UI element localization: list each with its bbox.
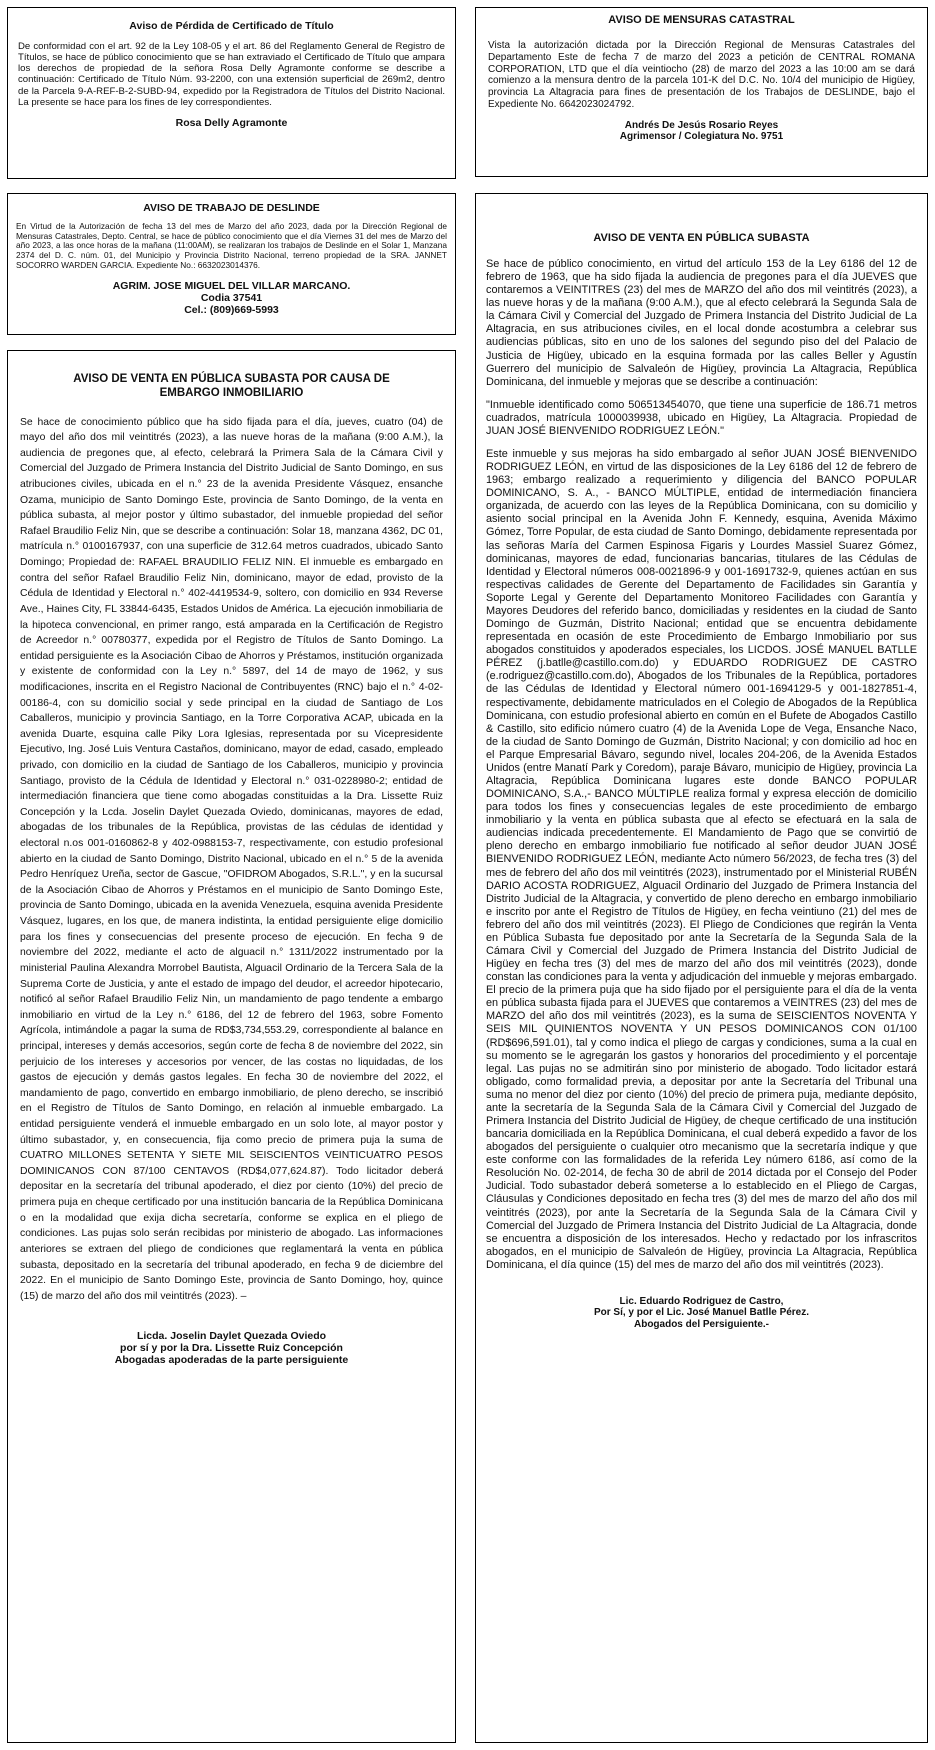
notice-body: En Virtud de la Autorización de fecha 13 del mes de Marzo del año 2023, dada por la Dirección Regional de Mensuras Catastrales, Depto. Central, se hace de público conocimiento que el día Viernes 31 del mes de Marzo del año 2023, a las once horas de la mañana (11:00AM), se realizaran los trabajos de Deslinde en el Solar 1, Manzana 2374 del D. C. núm. 01, del Municipio y Provincia Distrito Nacional, terreno propiedad de la SRA. JANNET SOCORRO WARDEN GARCIA. Expediente No.: 6632023014376. [16, 221, 447, 270]
notice-trabajo-deslinde [7, 193, 456, 335]
signature-phone: Cel.: (809)669-5993 [184, 303, 279, 316]
signature-title: Agrimensor / Colegiatura No. 9751 [619, 131, 784, 143]
notice-body: De conformidad con el art. 92 de la Ley 108-05 y el art. 86 del Reglamento General de Registro de Títulos, se hace de público conocimiento que se han extraviado el Certificado de Título que ampara los derechos de propiedad de la señora Rosa Delly Agramonte conforme se describe a continuación: Certificado de Título Núm. 93-2200, con una extensión superficial de 269m2, dentro de la Parcela 9-A-REF-B-2-SUBD-94, expedido por la Registradora de Títulos del Distrito Nacional. La presente se hace para los fines de ley correspondientes. [18, 41, 445, 108]
notice-subasta-higuey [475, 193, 928, 1743]
notice-paragraph-1: Se hace de público conocimiento, en virtud del artículo 153 de la Ley 6186 del 12 de febrero de 1963, que ha sido fijada la audiencia de pregones para el día JUEVES que contaremos a VEINTITRES (23) del mes de MARZO del año dos mil veintitrés (2023), a las nueve horas y de la mañana (9:00 A.M.), que al efecto celebrará la Segunda Sala de la Cámara Civil y Comercial del Juzgado de Primera Instancia del Distrito Judicial de La Altagracia, en sus atribuciones civiles, en el local donde acostumbra a celebrar sus audiencias públicas, sito en uno de los salones del segundo piso del del Palacio de Justicia de Higüey, ubicado en la esquina formada por las calles Beller y Agustín Guerrero del municipio de Salvaleón de Higüey, provincia La Altagracia, República Dominicana, del inmueble y mejoras que se describe a continuación: [486, 258, 917, 388]
notice-title: AVISO DE MENSURAS CATASTRAL [608, 14, 795, 26]
notice-title: AVISO DE TRABAJO DE DESLINDE [143, 202, 320, 214]
notice-mensuras-catastral [475, 7, 928, 177]
notice-title: AVISO DE VENTA EN PÚBLICA SUBASTA [593, 232, 810, 244]
signature-line-1: Lic. Eduardo Rodriguez de Castro, [619, 1295, 784, 1307]
title-line-1: AVISO DE VENTA EN PÚBLICA SUBASTA POR CAUSA DE [73, 373, 390, 385]
notice-paragraph-3: Este inmueble y sus mejoras ha sido embargado al señor JUAN JOSÉ BIENVENIDO RODRIGUEZ LEÓN, en virtud de las disposiciones de la Ley 6186 del 12 de febrero de 1963; embargo realizado a requerimiento y diligencia del BANCO POPULAR DOMINICANO, S. A., - BANCO MÚLTIPLE, entidad de intermediación financiera organizada, de acuerdo con las leyes de la República Dominicana, con su domicilio y asiento social principal en la Avenida John F. Kennedy, esquina, Avenida Máximo Gómez, Torre Popular, de esta ciudad de Santo Domingo, debidamente representada por las señoras María del Carmen Espinosa Figaris y Lourdes Massiel Suarez Gómez, dominicanas, mayores de edad, funcionarias bancarias, titulares de las Cédulas de Identidad y Electoral números 008-0021896-9 y 001-1691732-9, quienes actúan en sus respectivas calidades de Gerente del Departamento de Facilidades sin Garantía y Soporte Legal y Gerente del Departamento Monitoreo Facilidades con Garantía y Mayores Deudores del referido banco, domiciliadas y residentes en la ciudad de Santo Domingo de Guzmán, Distrito Nacional; entidad que se encuentra debidamente representada en ocasión de este Procedimiento de Embargo Inmobiliario por sus abogados constituidos y apoderados especiales, los LICDOS. JOSÉ MANUEL BATLLE PÉREZ (j.batlle@castillo.com.do) y EDUARDO RODRIGUEZ DE CASTRO (e.rodriguez@castillo.com.do), Abogados de los Tribunales de la República, portadores de las Cédulas de Identidad y Electoral número 001-1694129-5 y 001-1827851-4, respectivamente, debidamente matriculados en el Colegio de Abogados de la República Dominicana, con estudio profesional abierto en común en el Bufete de Abogados Castillo & Castillo, sito edificio número cuatro (4) de la Avenida Lope de Vega, Ensanche Naco, de la ciudad de Santo Domingo de Guzmán, Distrito Nacional; y con domicilio ad hoc en el Parque Empresarial Bávaro, segundo nivel, locales 204-206, de la Avenida Estados Unidos (entre Manatí Park y Coredom), paraje Bávaro, municipio de Higüey, provincia La Altagracia, República Dominicana lugares este donde BANCO POPULAR DOMINICANO, S.A.,- BANCO MÚLTIPLE realiza formal y expresa elección de domicilio para todos los fines y consecuencias legales de este procedimiento de embargo inmobiliario y la venta en pública subasta que al efecto se efectuará en la sala de audiencias indicada precedentemente. El Mandamiento de Pago que se convirtió de pleno derecho en embargo inmobiliario fue notificado al señor deudor JUAN JOSÉ BIENVENIDO RODRIGUEZ LEÓN, mediante Acto número 56/2023, de fecha tres (3) del mes de febrero del año dos mil veintitrés (2023), instrumentado por el Ministerial RUBÉN DARIO ACOSTA RODRIGUEZ, Alguacil Ordinario del Juzgado de Primera Instancia del Distrito Judicial de la Altagracia, y convertido de pleno derecho en embargo inmobiliario e inscrito por ante el Registro de Títulos de Higüey, en fecha veintiuno (21) del mes de febrero del año dos mil veintitrés (2023). El Pliego de Condiciones que regirán la Venta en Pública Subasta fue depositado por ante la Secretaría de la Segunda Sala de la Cámara Civil y Comercial del Juzgado de Primera Instancia del Distrito Judicial de Higüey en fecha tres (3) del mes de marzo del año dos mil veintitrés (2023), donde constan las condiciones para la venta y adjudicación del inmueble y mejoras embargado. El precio de la primera puja que ha sido fijado por el persiguiente para el día de la venta en pública subasta fijada para el JUEVES que contaremos a VEINTRES (23) del mes de MARZO del año dos mil veintitrés (2023), es la suma de SEISCIENTOS NOVENTA Y SEIS MIL QUINIENTOS NOVENTA Y UN PESOS DOMINICANOS CON 01/100 (RD$696,591.01), tal y como indica el pliego de cargas y condiciones, suma a la cual en su momento se le agregarán los gastos y honorarios del procedimiento y el porcentaje legal. Las pujas no se admitirán sino por ministerio de abogado. Todo licitador estará obligado, como formalidad previa, a depositar por ante la Secretaría del Tribunal una suma no menor del diez por ciento (10%) del precio de primera puja, mediante depósito, ante la secretaría de la Segunda Sala de la Cámara Civil y Comercial del Juzgado de Primera Instancia del Distrito Judicial de Higüey, de cheque certificado de una institución bancaria domiciliada en la República Dominicana, el cual deberá expedido a favor de los abogados del persiguiente o cualquier otro mecanismo que la secretaría indique y que este conforme con las formalidades de la referida Ley número 6186, así como de la Resolución No. 02-2014, de fecha 30 de abril de 2014 dictada por el Consejo del Poder Judicial. Todo subastador deberá someterse a lo establecido en el Pliego de Cargas, Cláusulas y Condiciones depositado en fecha tres (3) del mes de marzo del año dos mil veintitrés (2023), por ante la Secretaría de la Segunda Sala de la Cámara Civil y Comercial del Juzgado de Primera Instancia del Distrito Judicial de La Altagracia, donde se encuentra a disposición de los interesados. Hecho y redactado por los infrascritos abogados, en el municipio de Salvaleón de Higüey, provincia La Altagracia, República Dominicana, el día quince (15) del mes de marzo del año dos mil veintitrés (2023). [486, 448, 917, 1271]
signature-name: Andrés De Jesús Rosario Reyes [624, 119, 779, 131]
notice-signature [20, 1330, 443, 1366]
signature-line-3: Abogados del Persiguiente.- [633, 1318, 770, 1330]
signature-line-2: Por Sí, y por el Lic. José Manuel Batlle Pérez. [593, 1307, 810, 1319]
signature-name: AGRIM. JOSE MIGUEL DEL VILLAR MARCANO. [112, 279, 351, 292]
title-line-2: EMBARGO INMOBILIARIO [159, 386, 304, 399]
signature-code: Codia 37541 [200, 291, 263, 304]
notice-body: Se hace de conocimiento público que ha sido fijada para el día, jueves, cuatro (04) de mayo del año dos mil veintitrés (2023), a las nueve horas de la mañana (9:00 A.M.), la audiencia de pregones que, al efecto, celebrará la Primera Sala de la Cámara Civil y Comercial del Juzgado de Primera Instancia del Distrito Judicial de Santo Domingo, en sus atribuciones civiles, ubicada en el n.° 23 de la avenida Presidente Vásquez, ensanche Ozama, municipio de Santo Domingo Este, provincia de Santo Domingo, de la venta en pública subasta, al mejor postor y último subastador, del inmueble propiedad del señor Rafael Braudilio Feliz Nin, que se describe a continuación: Solar 18, manzana 4362, DC 01, matrícula n.° 0100167937, con una superficie de 312.64 metros cuadrados, ubicado Santo Domingo; Propiedad de: RAFAEL BRAUDILIO FELIZ NIN. El inmueble es embargado en contra del señor Rafael Braudilio Feliz Nin, dominicano, mayor de edad, provisto de la Cédula de Identidad y Electoral n.° 402-4419534-9, soltero, con domicilio en 934 Reverse Ave., Haines City, FL 33844-6435, Estados Unidos de América. La ejecución inmobiliaria de la hipoteca convencional, en primer rango, está amparada en la Certificación de Registro de Acreedor n.° 00780377, expedida por el Registro de Títulos de Santo Domingo. La entidad persiguiente es la Asociación Cibao de Ahorros y Préstamos, institución organizada y existente de conformidad con la Ley n.° 5897, del 14 de mayo de 1962, y sus modificaciones, inscrita en el Registro Nacional de Contribuyentes (RNC) bajo el n.° 4-02-00186-4, con su domicilio social y sede principal en la ciudad de Santiago de Los Caballeros, municipio y provincia Santiago, en la Torre Corporativa ACAP, ubicada en la avenida Duarte, esquina calle Piky Lora Iglesias, representada por su Vicepresidente Ejecutivo, Ing. José Luis Ventura Castaños, dominicano, mayor de edad, casado, empleado privado, con domicilio en la ciudad de Santiago de los Caballeros, municipio y provincia Santiago, provisto de la Cédula de Identidad y Electoral n.° 031-0228980-2; entidad de intermediación financiera que tiene como abogadas constituidas a la Dra. Lissette Ruiz Concepción y la Lcda. Joselin Daylet Quezada Oviedo, dominicanas, mayores de edad, abogadas de los tribunales de la República, provistas de las cédulas de identidad y electoral n.os 001-0160862-8 y 402-0988153-7, respectivamente, con estudio profesional abierto en la ciudad de Santo Domingo, Distrito Nacional, ubicado en el n.° 5 de la avenida Pedro Henríquez Ureña, sector de Gascue, "OFIDROM Abogados, S.R.L.", y en la sucursal de la Asociación Cibao de Ahorros y Préstamos en el municipio de Santo Domingo Este, provincia de Santo Domingo, ubicada en la avenida Venezuela, esquina avenida Presidente Vásquez, lugares, en los que, de manera indistinta, la entidad persiguiente elige domicilio para los fines y consecuencias del presente proceso de ejecución. En fecha 9 de noviembre del 2022, mediante el acto de alguacil n.° 1311/2022 instrumentado por la ministerial Paulina Alexandra Morrobel Bautista, Alguacil Ordinario de la Tercera Sala de la Suprema Corte de Justicia, y ante el estado de impago del deudor, el acreedor hipotecario, notificó al señor Rafael Braudilio Feliz Nin, un mandamiento de pago tendente a embargo inmobiliario en virtud de la Ley n.° 6186, del 12 de febrero del 1963, sobre Fomento Agrícola, intimándole a pagar la suma de RD$3,734,553.29, correspondiente al balance en principal, intereses y demás accesorios, según corte de fecha 8 de noviembre del 2022, sin perjuicio de los intereses y accesorios por vencer, de las costas no liquidadas, de los gastos de ejecución y demás gastos legales. En fecha 30 de noviembre del 2022, el mandamiento de pago, convertido en embargo inmobiliario, de pleno derecho, se inscribió en el Registro de Títulos de Santo Domingo, en relación al inmueble embargado. La entidad persiguiente venderá el inmueble embargado en un solo lote, al mayor postor y último subastador, y, en consecuencia, fija como precio de primera puja la suma de CUATRO MILLONES SETENTA Y SIETE MIL SEISCIENTOS VEINTICUATRO PESOS DOMINICANOS CON 87/100 CENTAVOS (RD$4,077,624.87). Todo licitador deberá depositar en la secretaría del tribunal apoderado, el diez por ciento (10%) del precio de primera puja en cheque certificado por una institución bancaria de la República Dominicana o en la modalidad que exija dicha secretaría, conforme se explica en el pliego de condiciones. Las pujas solo serán recibidas por ministerio de abogado. Las informaciones anteriores se extraen del pliego de condiciones que reglamentará la venta en pública subasta, depositado en la secretaría del tribunal apoderado, en fecha 9 de diciembre del 2022. En el municipio de Santo Domingo Este, provincia de Santo Domingo, hoy, quince (15) de marzo del año dos mil veintitrés (2023). – [20, 416, 443, 1302]
notice-paragraph-2: "Inmueble identificado como 506513454070, que tiene una superficie de 186.71 metros cuadrados, matrícula 1000039938, ubicado en Higüey, La Altagracia. Propiedad de JUAN JOSÉ BIENVENIDO RODRIGUEZ LEÓN." [486, 398, 917, 437]
notice-perdida-titulo [7, 7, 456, 179]
signature-line-1: Licda. Joselin Daylet Quezada Oviedo [136, 1330, 327, 1343]
notice-signature [488, 120, 915, 143]
notice-signature [16, 280, 447, 316]
notice-title: Aviso de Pérdida de Certificado de Título [129, 20, 334, 32]
notice-body: Vista la autorización dictada por la Dirección Regional de Mensuras Catastrales del Departamento Este de fecha 7 de marzo del 2023 a petición de CENTRAL ROMANA CORPORATION, LTD que el día veintiocho (28) de marzo del 2023 a las 10:00 am se dará comienzo a la mensura dentro de la parcela 101-K del D.C. No. 10/4 del municipio de Higüey, provincia La Altagracia para fines de presentación de los Trabajos de DESLINDE, bajo el Expediente No. 6642023024792. [488, 40, 915, 110]
notice-signature: Rosa Delly Agramonte [175, 116, 288, 129]
signature-line-2: por sí y por la Dra. Lissette Ruiz Concepción [120, 1342, 343, 1355]
notice-subasta-embargo [7, 350, 456, 1743]
notice-title [20, 373, 443, 401]
notice-signature [486, 1296, 917, 1331]
signature-line-3: Abogadas apoderadas de la parte persiguiente [114, 1354, 349, 1367]
